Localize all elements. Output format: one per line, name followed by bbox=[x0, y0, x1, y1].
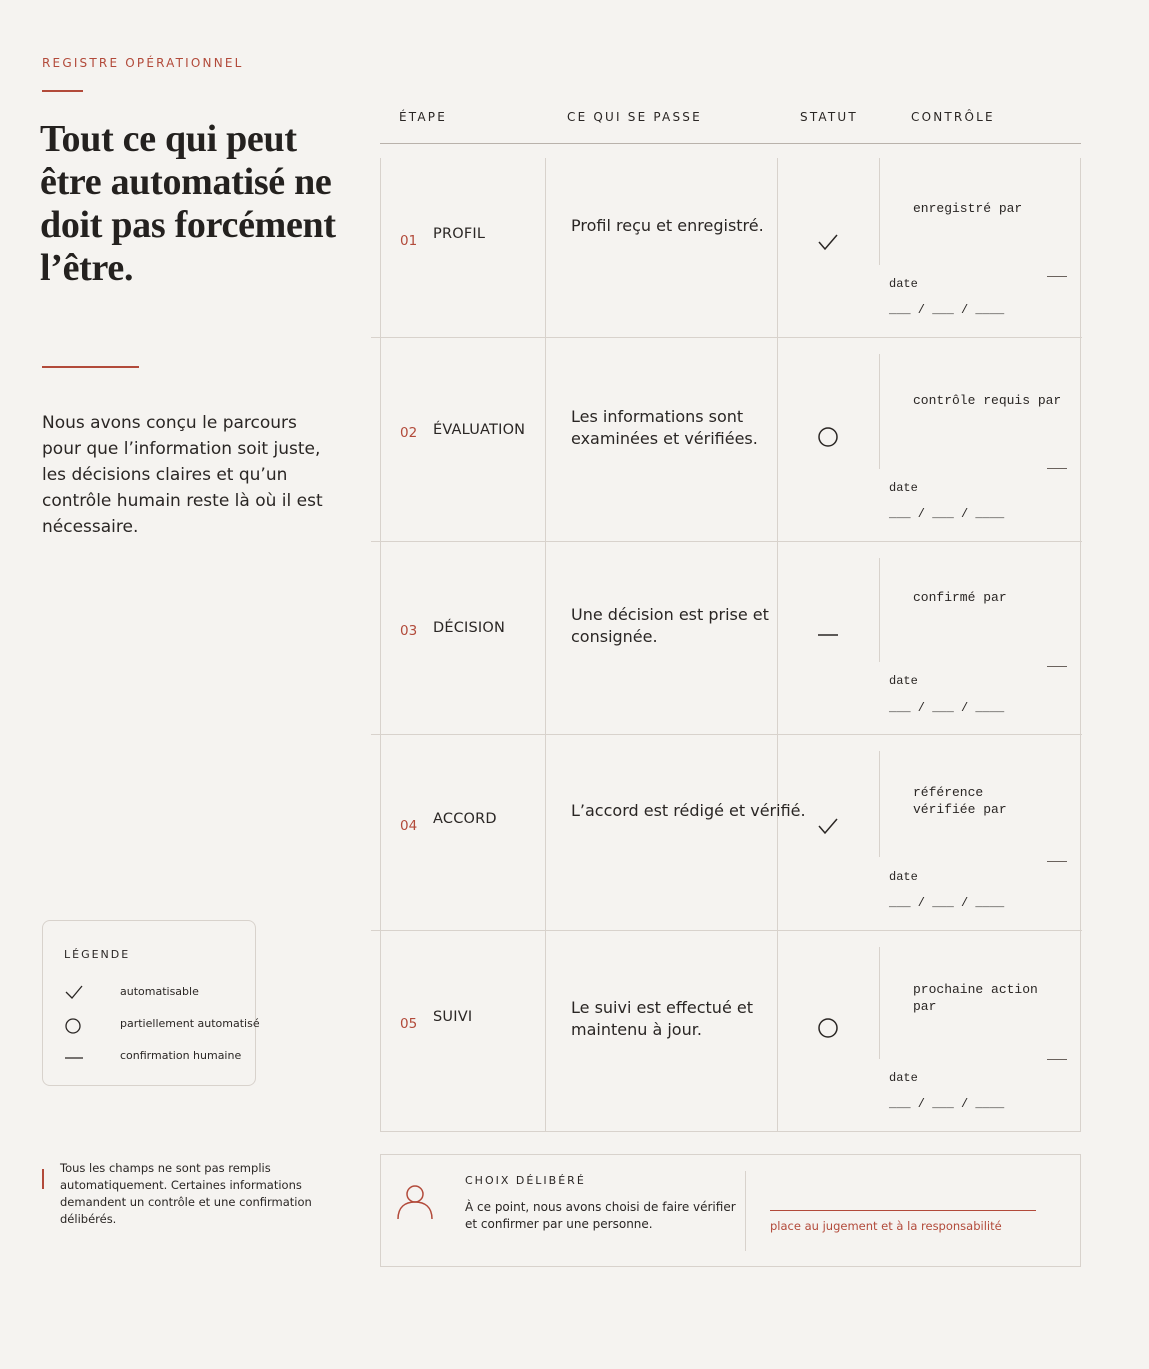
step-description: L’accord est rédigé et vérifié. bbox=[571, 801, 806, 820]
footnote-accent-bar bbox=[42, 1169, 44, 1189]
signature-blank[interactable] bbox=[1047, 861, 1067, 862]
date-label: date bbox=[889, 1071, 918, 1085]
control-signer-label[interactable]: référence vérifiée par bbox=[913, 785, 1007, 817]
person-icon bbox=[395, 1181, 435, 1221]
dash-icon bbox=[64, 1047, 84, 1067]
signature-blank[interactable] bbox=[1047, 276, 1067, 277]
date-field[interactable]: ___ / ___ / ____ bbox=[889, 701, 1005, 715]
control-signer-label[interactable]: prochaine action par bbox=[913, 982, 1038, 1014]
legend-label: partiellement automatisé bbox=[120, 1017, 260, 1030]
legend-item-humaine bbox=[64, 1047, 254, 1067]
legend-box bbox=[42, 920, 260, 1086]
legend-item-partiel bbox=[64, 1015, 260, 1035]
choice-title: CHOIX DÉLIBÉRÉ bbox=[465, 1174, 586, 1187]
column-header-description: CE QUI SE PASSE bbox=[567, 110, 702, 124]
choice-text: À ce point, nous avons choisi de faire vérifier et confirmer par une personne. bbox=[465, 1200, 736, 1231]
circle-icon bbox=[816, 425, 840, 449]
table-row bbox=[371, 338, 1082, 542]
table-header bbox=[380, 100, 1081, 144]
eyebrow-label: REGISTRE OPÉRATIONNEL bbox=[42, 56, 244, 70]
control-divider bbox=[879, 158, 880, 265]
control-signer-label[interactable]: enregistré par bbox=[913, 201, 1023, 216]
step-number: 01 bbox=[400, 233, 418, 249]
page-title: Tout ce qui peut être automatisé ne doit pas forcément l’être. bbox=[40, 118, 336, 289]
legend-label: automatisable bbox=[120, 985, 199, 998]
dash-icon bbox=[816, 622, 840, 646]
date-field[interactable]: ___ / ___ / ____ bbox=[889, 1097, 1005, 1111]
table-body bbox=[380, 158, 1081, 1132]
step-description: Le suivi est effectué et maintenu à jour. bbox=[571, 998, 753, 1039]
signature-blank[interactable] bbox=[1047, 1059, 1067, 1060]
step-number: 02 bbox=[400, 425, 418, 441]
step-description: Une décision est prise et consignée. bbox=[571, 605, 769, 646]
control-signer-label[interactable]: contrôle requis par bbox=[913, 393, 1062, 408]
deliberate-choice-box bbox=[380, 1154, 1081, 1267]
step-number: 04 bbox=[400, 818, 418, 834]
footnote-text: Tous les champs ne sont pas remplis automatiquement. Certaines informations demandent un contrôle et une confirmation délibérés. bbox=[60, 1161, 312, 1226]
section-divider bbox=[42, 366, 139, 368]
intro-paragraph: Nous avons conçu le parcours pour que l’information soit juste, les décisions claires et qu’un contrôle humain reste là où il est nécessaire. bbox=[42, 413, 323, 537]
step-name: ACCORD bbox=[433, 811, 497, 827]
table-row bbox=[371, 735, 1082, 931]
signature-blank[interactable] bbox=[1047, 666, 1067, 667]
legend-item-automatisable bbox=[64, 983, 254, 1003]
step-description: Les informations sont examinées et vérifiées. bbox=[571, 407, 758, 448]
circle-icon bbox=[816, 1016, 840, 1040]
step-name: ÉVALUATION bbox=[433, 422, 526, 438]
date-field[interactable]: ___ / ___ / ____ bbox=[889, 507, 1005, 521]
step-number: 05 bbox=[400, 1016, 418, 1032]
circle-icon bbox=[64, 1015, 84, 1035]
table-row bbox=[371, 158, 1082, 338]
check-icon bbox=[816, 231, 840, 255]
step-description: Profil reçu et enregistré. bbox=[571, 216, 764, 235]
date-label: date bbox=[889, 870, 918, 884]
legend-label: confirmation humaine bbox=[120, 1049, 242, 1062]
check-icon bbox=[816, 815, 840, 839]
step-name: DÉCISION bbox=[433, 620, 506, 636]
legend-title: LÉGENDE bbox=[64, 948, 131, 961]
control-divider bbox=[879, 751, 880, 857]
step-name: SUIVI bbox=[433, 1009, 473, 1025]
step-name: PROFIL bbox=[433, 226, 486, 242]
date-label: date bbox=[889, 481, 918, 495]
date-field[interactable]: ___ / ___ / ____ bbox=[889, 303, 1005, 317]
control-divider bbox=[879, 947, 880, 1059]
column-header-controle: CONTRÔLE bbox=[911, 110, 995, 124]
column-header-statut: STATUT bbox=[800, 110, 858, 124]
signature-line[interactable] bbox=[770, 1210, 1036, 1211]
check-icon bbox=[64, 983, 84, 1003]
date-field[interactable]: ___ / ___ / ____ bbox=[889, 896, 1005, 910]
table-row bbox=[371, 542, 1082, 735]
date-label: date bbox=[889, 674, 918, 688]
step-number: 03 bbox=[400, 623, 418, 639]
eyebrow-rule bbox=[42, 90, 83, 92]
table-row bbox=[371, 931, 1082, 1132]
signature-caption: place au jugement et à la responsabilité bbox=[770, 1219, 1002, 1233]
signature-blank[interactable] bbox=[1047, 468, 1067, 469]
choice-divider bbox=[745, 1171, 746, 1251]
control-signer-label[interactable]: confirmé par bbox=[913, 590, 1007, 605]
column-header-etape: ÉTAPE bbox=[399, 110, 448, 124]
control-divider bbox=[879, 558, 880, 662]
control-divider bbox=[879, 354, 880, 469]
date-label: date bbox=[889, 277, 918, 291]
